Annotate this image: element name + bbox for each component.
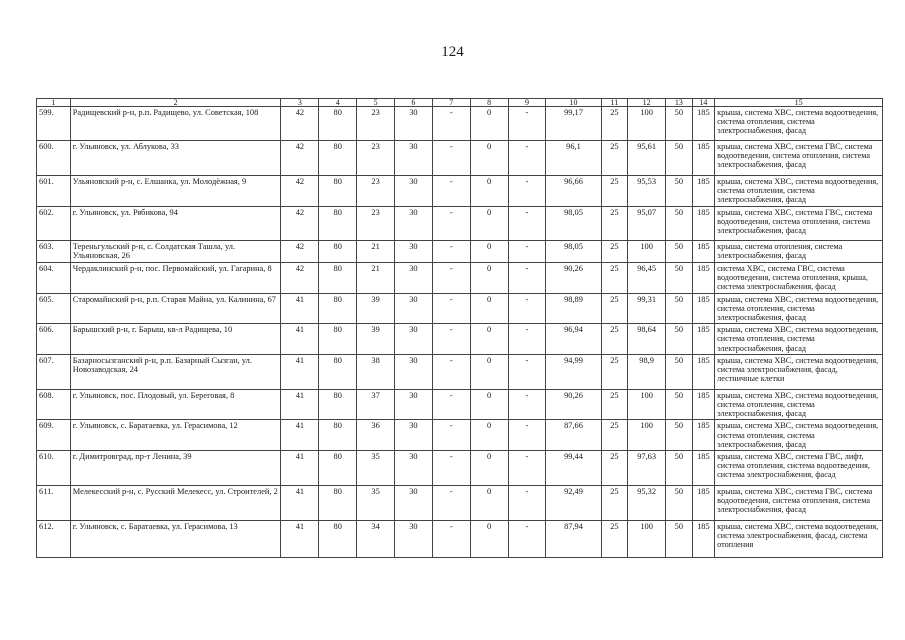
- value-cell-10: 98,05: [546, 241, 601, 263]
- works-list-cell: крыша, система ХВС, система водоотведения, система отопления, система электроснабжения, фасад: [715, 107, 883, 141]
- value-cell-11: 25: [601, 354, 628, 389]
- value-cell-10: 96,94: [546, 324, 601, 355]
- column-header-12: 12: [628, 99, 666, 107]
- column-header-14: 14: [692, 99, 715, 107]
- column-header-4: 4: [319, 99, 357, 107]
- value-cell-7: -: [432, 293, 470, 324]
- row-number-cell: 603.: [37, 241, 71, 263]
- value-cell-8: 0: [470, 521, 508, 558]
- value-cell-14: 185: [692, 486, 715, 521]
- value-cell-4: 80: [319, 141, 357, 176]
- works-list-cell: крыша, система ХВС, система водоотведения, система отопления, система электроснабжения, фасад: [715, 420, 883, 451]
- value-cell-4: 80: [319, 389, 357, 420]
- value-cell-11: 25: [601, 451, 628, 486]
- value-cell-7: -: [432, 354, 470, 389]
- table-row: [37, 451, 883, 486]
- works-list-cell: крыша, система ХВС, система ГВС, система водоотведения, система отопления, система электроснабжения, фасад: [715, 486, 883, 521]
- value-cell-8: 0: [470, 420, 508, 451]
- value-cell-11: 25: [601, 241, 628, 263]
- column-header-15: 15: [715, 99, 883, 107]
- value-cell-5: 39: [357, 293, 395, 324]
- value-cell-10: 90,26: [546, 263, 601, 294]
- value-cell-8: 0: [470, 207, 508, 241]
- value-cell-9: -: [508, 486, 546, 521]
- value-cell-5: 35: [357, 451, 395, 486]
- value-cell-4: 80: [319, 107, 357, 141]
- works-list-cell: крыша, система ХВС, система водоотведения, система отопления, система электроснабжения, фасад: [715, 293, 883, 324]
- value-cell-10: 99,17: [546, 107, 601, 141]
- column-header-5: 5: [357, 99, 395, 107]
- value-cell-8: 0: [470, 293, 508, 324]
- value-cell-5: 23: [357, 107, 395, 141]
- value-cell-5: 34: [357, 521, 395, 558]
- value-cell-10: 98,89: [546, 293, 601, 324]
- value-cell-14: 185: [692, 293, 715, 324]
- value-cell-14: 185: [692, 176, 715, 207]
- value-cell-9: -: [508, 324, 546, 355]
- column-header-13: 13: [666, 99, 693, 107]
- value-cell-12: 95,07: [628, 207, 666, 241]
- table-body: [37, 107, 883, 558]
- works-list-cell: крыша, система ХВС, система водоотведения, система отопления, система электроснабжения, фасад: [715, 389, 883, 420]
- value-cell-14: 185: [692, 141, 715, 176]
- value-cell-13: 50: [666, 354, 693, 389]
- works-list-cell: система ХВС, система ГВС, система водоотведения, система отопления, крыша, система электроснабжения, фасад: [715, 263, 883, 294]
- value-cell-5: 23: [357, 176, 395, 207]
- value-cell-7: -: [432, 324, 470, 355]
- address-cell: Радищевский р-н, р.п. Радищево, ул. Советская, 108: [70, 107, 281, 141]
- address-cell: г. Ульяновск, с. Баратаевка, ул. Герасимова, 12: [70, 420, 281, 451]
- value-cell-13: 50: [666, 451, 693, 486]
- address-cell: г. Ульяновск, с. Баратаевка, ул. Герасимова, 13: [70, 521, 281, 558]
- value-cell-7: -: [432, 420, 470, 451]
- works-list-cell: крыша, система ХВС, система водоотведения, система электроснабжения, фасад, система отопления: [715, 521, 883, 558]
- value-cell-8: 0: [470, 389, 508, 420]
- value-cell-3: 41: [281, 354, 319, 389]
- value-cell-12: 100: [628, 420, 666, 451]
- value-cell-4: 80: [319, 263, 357, 294]
- value-cell-3: 42: [281, 263, 319, 294]
- value-cell-13: 50: [666, 241, 693, 263]
- value-cell-12: 95,32: [628, 486, 666, 521]
- value-cell-3: 42: [281, 207, 319, 241]
- value-cell-13: 50: [666, 521, 693, 558]
- address-cell: Ульяновский р-н, с. Елшанка, ул. Молодёжная, 9: [70, 176, 281, 207]
- value-cell-4: 80: [319, 293, 357, 324]
- value-cell-9: -: [508, 207, 546, 241]
- value-cell-4: 80: [319, 486, 357, 521]
- table-row: [37, 324, 883, 355]
- works-list-cell: крыша, система ХВС, система водоотведения, система отопления, система электроснабжения, фасад: [715, 176, 883, 207]
- address-cell: Чердаклинский р-н, пос. Первомайский, ул. Гагарина, 8: [70, 263, 281, 294]
- value-cell-11: 25: [601, 176, 628, 207]
- value-cell-10: 90,26: [546, 389, 601, 420]
- column-header-11: 11: [601, 99, 628, 107]
- value-cell-3: 41: [281, 521, 319, 558]
- value-cell-3: 41: [281, 451, 319, 486]
- value-cell-3: 41: [281, 389, 319, 420]
- value-cell-4: 80: [319, 207, 357, 241]
- value-cell-9: -: [508, 241, 546, 263]
- value-cell-9: -: [508, 141, 546, 176]
- value-cell-12: 98,9: [628, 354, 666, 389]
- value-cell-10: 92,49: [546, 486, 601, 521]
- row-number-cell: 612.: [37, 521, 71, 558]
- table-row: [37, 389, 883, 420]
- value-cell-4: 80: [319, 324, 357, 355]
- value-cell-7: -: [432, 241, 470, 263]
- address-cell: Базарносызганский р-н, р.п. Базарный Сызган, ул. Новозаводская, 24: [70, 354, 281, 389]
- value-cell-7: -: [432, 486, 470, 521]
- table-row: [37, 293, 883, 324]
- value-cell-9: -: [508, 263, 546, 294]
- value-cell-6: 30: [395, 486, 433, 521]
- value-cell-10: 99,44: [546, 451, 601, 486]
- value-cell-10: 96,1: [546, 141, 601, 176]
- value-cell-11: 25: [601, 521, 628, 558]
- value-cell-5: 38: [357, 354, 395, 389]
- value-cell-6: 30: [395, 107, 433, 141]
- value-cell-13: 50: [666, 207, 693, 241]
- value-cell-13: 50: [666, 141, 693, 176]
- column-header-7: 7: [432, 99, 470, 107]
- value-cell-3: 42: [281, 141, 319, 176]
- value-cell-14: 185: [692, 324, 715, 355]
- column-header-10: 10: [546, 99, 601, 107]
- value-cell-6: 30: [395, 263, 433, 294]
- row-number-cell: 600.: [37, 141, 71, 176]
- value-cell-3: 42: [281, 176, 319, 207]
- value-cell-5: 21: [357, 263, 395, 294]
- row-number-cell: 604.: [37, 263, 71, 294]
- value-cell-8: 0: [470, 354, 508, 389]
- value-cell-7: -: [432, 207, 470, 241]
- value-cell-6: 30: [395, 521, 433, 558]
- table-row: [37, 207, 883, 241]
- value-cell-9: -: [508, 176, 546, 207]
- value-cell-6: 30: [395, 389, 433, 420]
- value-cell-6: 30: [395, 354, 433, 389]
- value-cell-7: -: [432, 141, 470, 176]
- value-cell-4: 80: [319, 420, 357, 451]
- value-cell-6: 30: [395, 293, 433, 324]
- value-cell-6: 30: [395, 324, 433, 355]
- value-cell-11: 25: [601, 141, 628, 176]
- value-cell-6: 30: [395, 420, 433, 451]
- row-number-cell: 601.: [37, 176, 71, 207]
- value-cell-5: 39: [357, 324, 395, 355]
- value-cell-8: 0: [470, 107, 508, 141]
- value-cell-10: 96,66: [546, 176, 601, 207]
- value-cell-13: 50: [666, 486, 693, 521]
- value-cell-14: 185: [692, 241, 715, 263]
- value-cell-5: 35: [357, 486, 395, 521]
- row-number-cell: 607.: [37, 354, 71, 389]
- row-number-cell: 606.: [37, 324, 71, 355]
- value-cell-6: 30: [395, 207, 433, 241]
- value-cell-11: 25: [601, 324, 628, 355]
- value-cell-8: 0: [470, 241, 508, 263]
- value-cell-8: 0: [470, 263, 508, 294]
- table-row: [37, 241, 883, 263]
- value-cell-14: 185: [692, 420, 715, 451]
- value-cell-8: 0: [470, 324, 508, 355]
- row-number-cell: 609.: [37, 420, 71, 451]
- works-list-cell: крыша, система ХВС, система ГВС, система водоотведения, система отопления, система электроснабжения, фасад: [715, 207, 883, 241]
- value-cell-13: 50: [666, 389, 693, 420]
- value-cell-3: 42: [281, 107, 319, 141]
- value-cell-12: 100: [628, 389, 666, 420]
- works-list-cell: крыша, система ХВС, система ГВС, лифт, система отопления, система водоотведения, система электроснабжения, фасад: [715, 451, 883, 486]
- value-cell-13: 50: [666, 420, 693, 451]
- address-cell: Старомайнский р-н, р.п. Старая Майна, ул. Калинина, 67: [70, 293, 281, 324]
- value-cell-6: 30: [395, 141, 433, 176]
- value-cell-10: 98,05: [546, 207, 601, 241]
- column-header-6: 6: [395, 99, 433, 107]
- value-cell-5: 21: [357, 241, 395, 263]
- column-header-8: 8: [470, 99, 508, 107]
- value-cell-7: -: [432, 176, 470, 207]
- value-cell-4: 80: [319, 241, 357, 263]
- works-list-cell: крыша, система отопления, система электроснабжения, фасад: [715, 241, 883, 263]
- value-cell-7: -: [432, 263, 470, 294]
- value-cell-11: 25: [601, 293, 628, 324]
- value-cell-3: 41: [281, 293, 319, 324]
- value-cell-14: 185: [692, 354, 715, 389]
- value-cell-3: 41: [281, 486, 319, 521]
- row-number-cell: 611.: [37, 486, 71, 521]
- value-cell-11: 25: [601, 107, 628, 141]
- value-cell-9: -: [508, 389, 546, 420]
- table-row: [37, 420, 883, 451]
- value-cell-14: 185: [692, 107, 715, 141]
- value-cell-14: 185: [692, 389, 715, 420]
- value-cell-6: 30: [395, 241, 433, 263]
- table-row: [37, 354, 883, 389]
- value-cell-11: 25: [601, 207, 628, 241]
- value-cell-12: 100: [628, 241, 666, 263]
- value-cell-11: 25: [601, 486, 628, 521]
- value-cell-4: 80: [319, 176, 357, 207]
- value-cell-8: 0: [470, 451, 508, 486]
- value-cell-9: -: [508, 293, 546, 324]
- value-cell-11: 25: [601, 389, 628, 420]
- column-header-9: 9: [508, 99, 546, 107]
- value-cell-12: 97,63: [628, 451, 666, 486]
- value-cell-13: 50: [666, 107, 693, 141]
- table-row: [37, 263, 883, 294]
- value-cell-5: 37: [357, 389, 395, 420]
- value-cell-4: 80: [319, 521, 357, 558]
- value-cell-4: 80: [319, 451, 357, 486]
- value-cell-12: 96,45: [628, 263, 666, 294]
- row-number-cell: 608.: [37, 389, 71, 420]
- value-cell-5: 36: [357, 420, 395, 451]
- column-header-2: 2: [70, 99, 281, 107]
- value-cell-6: 30: [395, 451, 433, 486]
- value-cell-9: -: [508, 451, 546, 486]
- table-row: [37, 486, 883, 521]
- value-cell-5: 23: [357, 141, 395, 176]
- address-cell: г. Ульяновск, ул. Рябикова, 94: [70, 207, 281, 241]
- page-number: 124: [441, 44, 464, 60]
- table-row: [37, 176, 883, 207]
- address-cell: г. Димитровград, пр-т Ленина, 39: [70, 451, 281, 486]
- value-cell-8: 0: [470, 176, 508, 207]
- value-cell-11: 25: [601, 420, 628, 451]
- value-cell-4: 80: [319, 354, 357, 389]
- value-cell-12: 98,64: [628, 324, 666, 355]
- value-cell-13: 50: [666, 176, 693, 207]
- value-cell-8: 0: [470, 141, 508, 176]
- table-row: [37, 141, 883, 176]
- value-cell-13: 50: [666, 293, 693, 324]
- value-cell-14: 185: [692, 263, 715, 294]
- value-cell-9: -: [508, 107, 546, 141]
- value-cell-3: 42: [281, 241, 319, 263]
- value-cell-3: 41: [281, 420, 319, 451]
- value-cell-13: 50: [666, 324, 693, 355]
- value-cell-9: -: [508, 521, 546, 558]
- value-cell-10: 87,66: [546, 420, 601, 451]
- value-cell-12: 99,31: [628, 293, 666, 324]
- address-cell: г. Ульяновск, ул. Аблукова, 33: [70, 141, 281, 176]
- table-row: [37, 521, 883, 558]
- value-cell-8: 0: [470, 486, 508, 521]
- row-number-cell: 602.: [37, 207, 71, 241]
- value-cell-14: 185: [692, 521, 715, 558]
- address-cell: Мелекесский р-н, с. Русский Мелекесс, ул. Строителей, 2: [70, 486, 281, 521]
- value-cell-7: -: [432, 521, 470, 558]
- address-cell: Барышский р-н, г. Барыш, кв-л Радищева, 10: [70, 324, 281, 355]
- works-list-cell: крыша, система ХВС, система водоотведения, система электроснабжения, фасад, лестничные клетки: [715, 354, 883, 389]
- value-cell-7: -: [432, 107, 470, 141]
- value-cell-3: 41: [281, 324, 319, 355]
- row-number-cell: 605.: [37, 293, 71, 324]
- value-cell-14: 185: [692, 207, 715, 241]
- value-cell-13: 50: [666, 263, 693, 294]
- address-cell: г. Ульяновск, пос. Плодовый, ул. Береговая, 8: [70, 389, 281, 420]
- value-cell-12: 100: [628, 107, 666, 141]
- value-cell-12: 95,61: [628, 141, 666, 176]
- value-cell-14: 185: [692, 451, 715, 486]
- value-cell-12: 95,53: [628, 176, 666, 207]
- value-cell-10: 94,99: [546, 354, 601, 389]
- value-cell-7: -: [432, 389, 470, 420]
- row-number-cell: 610.: [37, 451, 71, 486]
- value-cell-11: 25: [601, 263, 628, 294]
- value-cell-7: -: [432, 451, 470, 486]
- address-cell: Тереньгульский р-н, с. Солдатская Ташла, ул. Ульяновская, 26: [70, 241, 281, 263]
- column-header-3: 3: [281, 99, 319, 107]
- works-list-cell: крыша, система ХВС, система ГВС, система водоотведения, система отопления, система электроснабжения, фасад: [715, 141, 883, 176]
- table-row: [37, 107, 883, 141]
- value-cell-9: -: [508, 420, 546, 451]
- value-cell-6: 30: [395, 176, 433, 207]
- value-cell-9: -: [508, 354, 546, 389]
- value-cell-5: 23: [357, 207, 395, 241]
- value-cell-12: 100: [628, 521, 666, 558]
- housing-registry-table: [36, 98, 883, 558]
- works-list-cell: крыша, система ХВС, система водоотведения, система отопления, система электроснабжения, фасад: [715, 324, 883, 355]
- value-cell-10: 87,94: [546, 521, 601, 558]
- column-header-1: 1: [37, 99, 71, 107]
- table-header-row: [37, 99, 883, 107]
- row-number-cell: 599.: [37, 107, 71, 141]
